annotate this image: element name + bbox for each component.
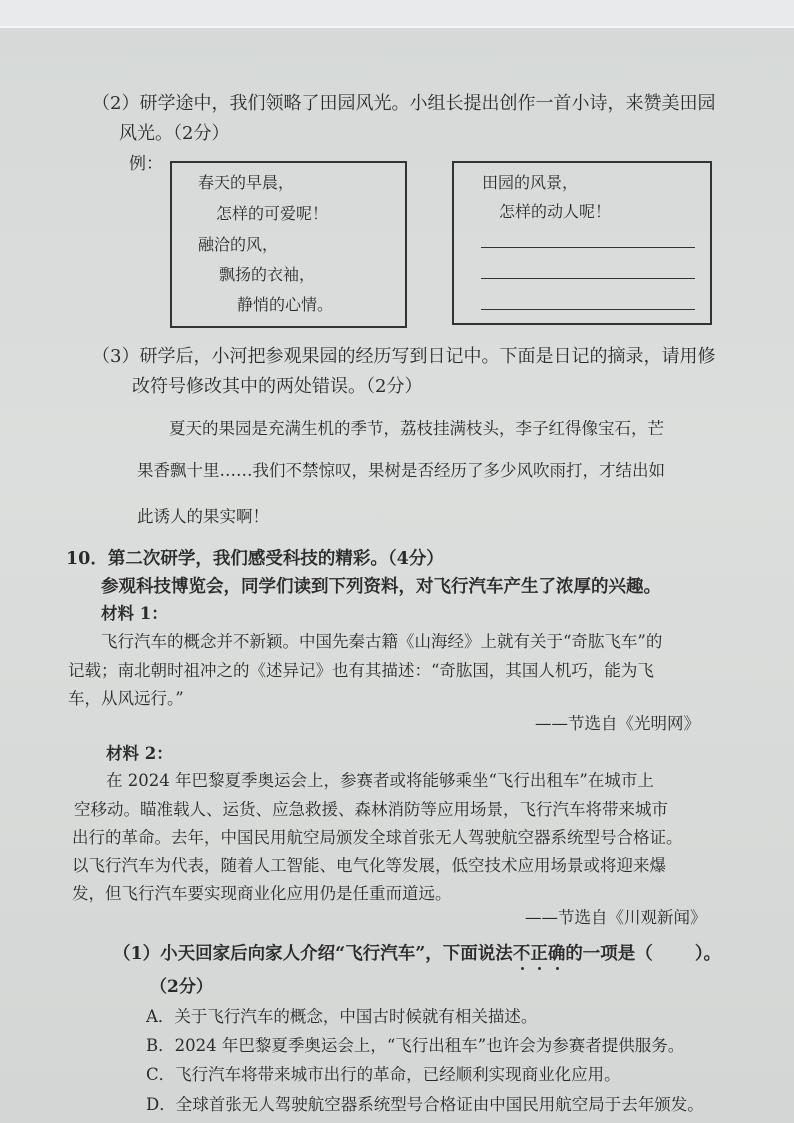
q10-intro: 参观科技博览会，同学们读到下列资料，对飞行汽车产生了浓厚的兴趣。 xyxy=(101,577,661,597)
option-c: C．飞行汽车将带来城市出行的革命，已经顺利实现商业化应用。 xyxy=(146,1065,621,1084)
example-poem-line: 静悄的心情。 xyxy=(237,295,334,314)
q9-part2-line1: （2）研学途中，我们领略了田园风光。小组长提出创作一首小诗，来赞美田园 xyxy=(92,93,716,114)
sub1-suffix: 的一项是（ xyxy=(565,944,653,964)
material1-line: 车，从风远行。” xyxy=(68,689,184,708)
answer-blank-line xyxy=(481,278,695,279)
diary-line: 果香飘十里……我们不禁惊叹，果树是否经历了多少风吹雨打，才结出如 xyxy=(137,461,665,480)
material2-line: 以飞行汽车为代表，随着人工智能、电气化等发展，低空技术应用场景或将迎来爆 xyxy=(72,856,666,875)
emphasis-char: 确 xyxy=(547,944,566,964)
q10-title: 10．第二次研学，我们感受科技的精彩。（4分） xyxy=(66,549,444,569)
material1-line: 记载；南北朝时祖冲之的《述异记》也有其描述：“奇肱国，其国人机巧，能为飞 xyxy=(68,661,654,680)
material2-line: 在 2024 年巴黎夏季奥运会上，参赛者或将能够乘坐“飞行出租车”在城市上 xyxy=(106,771,654,790)
emphasis-char: 正 xyxy=(530,944,548,964)
example-label: 例： xyxy=(129,154,163,174)
option-a: A．关于飞行汽车的概念，中国古时候就有相关描述。 xyxy=(146,1007,538,1026)
emphasis-char: 不 xyxy=(512,944,531,964)
material2-line: 出行的革命。去年，中国民用航空局颁发全球首张无人驾驶航空器系统型号合格证。 xyxy=(72,828,683,847)
q9-part2-line2: 风光。（2分） xyxy=(119,123,230,144)
material2-label: 材料 2： xyxy=(106,744,173,763)
material2-source: ——节选自《川观新闻》 xyxy=(525,908,707,927)
option-b: B．2024 年巴黎夏季奥运会上，“飞行出租车”也许会为参赛者提供服务。 xyxy=(146,1036,685,1055)
answer-blank-line xyxy=(481,247,695,248)
example-poem-line: 融洽的风， xyxy=(198,235,279,254)
example-poem-line: 春天的早晨， xyxy=(198,173,295,192)
q9-part3-line1: （3）研学后，小河把参观果园的经历写到日记中。下面是日记的摘录，请用修 xyxy=(92,346,716,367)
sub1-score: （2分） xyxy=(150,977,213,997)
diary-line: 夏天的果园是充满生机的季节，荔枝挂满枝头，李子红得像宝石，芒 xyxy=(169,419,664,438)
option-d: D．全球首张无人驾驶航空器系统型号合格证由中国民用航空局于去年颁发。 xyxy=(146,1095,704,1114)
top-background xyxy=(0,0,794,26)
answer-poem-line: 怎样的动人呢！ xyxy=(499,202,612,221)
material2-line: 空移动。瞄准载人、运货、应急救援、森林消防等应用场景，飞行汽车将带来城市 xyxy=(74,800,668,819)
q9-part3-line2: 改符号修改其中的两处错误。（2分） xyxy=(132,376,423,397)
sub1-close: ）。 xyxy=(694,944,722,964)
material2-line: 发，但飞行汽车要实现商业化应用仍是任重而道远。 xyxy=(72,884,452,903)
example-poem-line: 怎样的可爱呢！ xyxy=(216,204,329,223)
material1-label: 材料 1： xyxy=(101,604,168,623)
diary-line: 此诱人的果实啊！ xyxy=(137,507,269,526)
sub1-prefix: （1）小天回家后向家人介绍“飞行汽车”，下面说法 xyxy=(113,944,513,964)
sub1-question xyxy=(113,943,721,965)
material1-line: 飞行汽车的概念并不新颖。中国先秦古籍《山海经》上就有关于“奇肱飞车”的 xyxy=(101,632,663,651)
answer-poem-line: 田园的风景， xyxy=(482,173,579,192)
material1-source: ——节选自《光明网》 xyxy=(535,714,700,733)
answer-blank-line xyxy=(481,309,695,310)
example-poem-line: 飘扬的衣袖， xyxy=(219,265,316,284)
